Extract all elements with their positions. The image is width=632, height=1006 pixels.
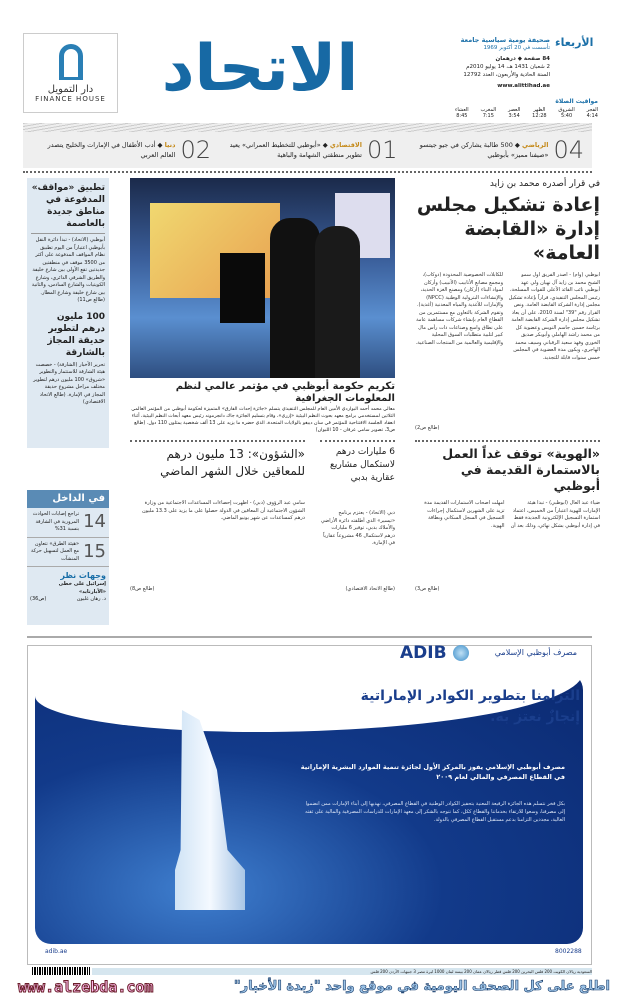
weekday: الأربعاء xyxy=(555,36,594,49)
teaser[interactable]: 04 الرياضي ◆ 500 طالبة يشاركن في جيو جيتسو «صيفنا مميز» بأبوظبي xyxy=(419,136,584,164)
teaser[interactable]: 02 دنيا ◆ أدب الأطفال في الإمارات والخليج يتصدر العالم العربي xyxy=(47,136,211,164)
teasers-bar xyxy=(23,132,592,168)
ad-phone: 8002288 xyxy=(555,948,582,955)
news-photo xyxy=(130,178,395,378)
inside-box: في الداخل 14 تراجع إصابات الحوادث المرورية في الشارقة بنسبة 31% 15 «هيئة الطرق» تتعاون مع العمل لتسهيل حركة المنشآت وجهات نظر إسرائيل على خطى «الأبارتايد» د. رهان غليون (ص36) xyxy=(27,490,109,625)
inside-item[interactable]: 14 تراجع إصابات الحوادث المرورية في الشارقة بنسبة 31% xyxy=(27,508,109,538)
person xyxy=(315,226,360,378)
prayer-time: العصر 3:54 xyxy=(507,107,521,119)
watermark-slogan: اطلع على كل الصحف اليومية في موقع واحد "زبدة الأخبار" xyxy=(233,979,610,994)
watermark-url[interactable]: www.alzebda.com xyxy=(18,978,154,996)
divider xyxy=(130,440,305,442)
dubai-headline: 6 مليارات درهم لاستكمال مشاريع عقارية بدبي xyxy=(330,447,395,483)
teaser[interactable]: 01 الاقتصادي ◆ «أبوظبي للتخطيط العمراني» يعيد تطوير منطقتي الشهامة والباهية xyxy=(229,136,398,164)
ad-website[interactable]: adib.ae xyxy=(45,948,68,955)
divider xyxy=(320,440,395,442)
person xyxy=(270,218,320,378)
adib-globe-icon xyxy=(453,645,469,661)
divider xyxy=(415,440,600,442)
decorative-band xyxy=(23,123,592,132)
price-strip: السعودية ريالان الكويت 200 فلس البحرين 200 فلس قطر ريالان عمان 200 بيسة لبنان 1000 ليرة مصر 3 جنيهات الأردن 200 فلس xyxy=(92,968,592,975)
photo-caption: معالي محمد أحمد البواردي الأمين العام للمجلس التنفيذي يتسلم «جائزة إحداث الفارق» المتميزة لحكومة أبوظبي من المؤتمر العالمي الثلاثين لمستخدمي برامج معهد بحوث النظم البيئية «إزري»، وقام بتسليم الجائزة جاك دانجرموند رئيس معهد أبحاث النظم البيئية، أثناء انعقاد الجلسة الافتتاحية للمؤتمر في سان دييغو بالولايات المتحدة، الذي حضره ما يزيد على 13 ألف شخصية يمثلون 110 دول. (طالع ص3، تصوير سامي عرفان - 10 اللبوان) xyxy=(131,407,395,433)
id-headline: «الهوية» توقف غداً العمل بالاستمارة القديمة في أبوظبي xyxy=(442,446,600,493)
prayer-time: العشاء 8:45 xyxy=(455,107,469,119)
social-headline: «الشؤون»: 13 مليون درهم للمعاقين خلال الشهر الماضي xyxy=(160,447,305,478)
lead-story: في قرار أصدره محمد بن زايد إعادة تشكيل مجلس إدارة «القابضة العامة» xyxy=(416,179,600,264)
divider xyxy=(23,171,592,173)
prayer-time: الظهر 12:28 xyxy=(532,107,547,119)
prayer-time: المغرب 7:15 xyxy=(480,107,497,119)
prayer-time: الفجر 4:14 xyxy=(586,107,598,119)
finance-house-logo: دار التمويل FINANCE HOUSE xyxy=(23,33,118,113)
masthead-logo: الاتحاد xyxy=(161,32,359,106)
prayer-time: الشروق 5:40 xyxy=(558,107,575,119)
barcode xyxy=(32,967,90,975)
arch-icon xyxy=(59,44,83,80)
inside-item[interactable]: 15 «هيئة الطرق» تتعاون مع العمل لتسهيل حركة المنشآت xyxy=(27,538,109,568)
photo-headline: تكريم حكومة أبوظبي في مؤتمر عالمي لنظم المعلومات الجغرافية xyxy=(175,381,395,404)
sidebar: تطبيق «مواقف» المدفوعة في مناطق جديدة بالعاصمة أبوظبي (الاتحاد) - تبدأ دائرة النقل بأبوظبي اعتباراً من اليوم تطبيق نظام المواقف المدفوعة على أكثر من 3500 موقف في منطقتين جديدتين تقع الأولى بين شارع خليفة والطريق الشرقي الدائري، وشارع الكويتيات والشارع السادس، والثانية بين شارع خليفة وشارع المطار. (طالع ص11) 100 مليون درهم لتطوير حديقة المجاز بالشارقة تحرير الأخبار (الشارقة) - خصصت هيئة الشارقة للاستثمار والتطوير «شروق» 100 مليون درهم لتطوير مختلف مراحل مشروع حديقة المجاز في الإمارة. (طالع الاتحاد الاقتصادي) xyxy=(27,178,109,448)
prayer-times: مواقيت الصلاة الفجر 4:14 الشروق 5:40 الظهر 12:28 العصر 3:54 المغرب 7:15 العشاء 8:45 xyxy=(455,98,598,119)
masthead-info: صحيفة يومية سياسية جامعة تأسست في 20 أكتوبر 1969 84 صفحة ◆ درهمان 2 شعبان 1431 هـ، 14 يوليو 2010م السنة الحادية والأربعون، العدد 12792 www.alittihad.ae xyxy=(455,36,550,90)
podium xyxy=(220,253,265,323)
website[interactable]: www.alittihad.ae xyxy=(497,83,550,89)
divider xyxy=(27,636,592,638)
